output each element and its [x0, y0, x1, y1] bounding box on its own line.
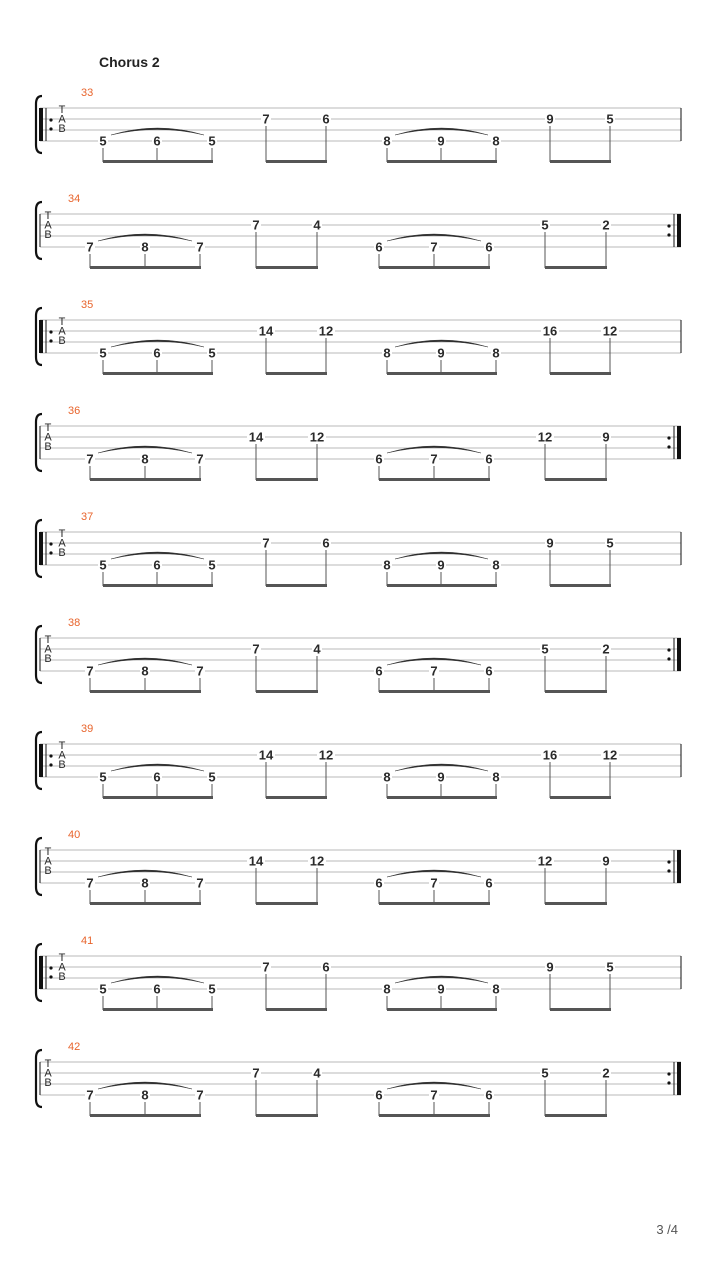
measure-number: 40	[68, 829, 81, 841]
repeat-dot	[49, 118, 52, 121]
tab-clef-a: A	[58, 325, 66, 338]
fret-number: 5	[99, 981, 107, 997]
fret-number: 4	[313, 217, 321, 233]
measure-number: 39	[81, 723, 94, 735]
repeat-dot	[667, 657, 670, 660]
fret-number: 12	[309, 429, 325, 445]
measure-number: 36	[68, 405, 81, 417]
note-group	[85, 870, 205, 905]
note-group	[374, 234, 494, 269]
fret-number: 9	[437, 133, 445, 149]
beam	[545, 266, 607, 269]
note-group	[85, 234, 205, 269]
beam	[266, 796, 327, 799]
repeat-dot	[49, 966, 52, 969]
fret-number: 6	[375, 875, 383, 891]
tab-clef-b: B	[44, 653, 52, 665]
tab-clef-b: B	[44, 1077, 52, 1089]
beam	[256, 478, 318, 481]
fret-number: 5	[541, 641, 549, 657]
fret-number: 7	[252, 641, 260, 657]
measure-number: 37	[81, 511, 94, 523]
tab-clef-a: A	[44, 855, 52, 868]
fret-number: 8	[492, 981, 500, 997]
tab-clef-b: B	[58, 971, 66, 983]
note-group	[382, 976, 501, 1011]
tab-clef-b: B	[58, 335, 66, 347]
fret-number: 6	[485, 663, 493, 679]
tab-clef-t: T	[44, 1058, 52, 1070]
beam	[550, 584, 611, 587]
tab-clef-a: A	[58, 749, 66, 762]
beam	[103, 796, 213, 799]
fret-number: 8	[141, 1087, 149, 1103]
fret-number: 7	[262, 535, 270, 551]
tab-clef-t: T	[44, 422, 52, 434]
repeat-dot	[667, 648, 670, 651]
fret-number: 14	[248, 429, 264, 445]
fret-number: 7	[86, 451, 94, 467]
repeat-dot	[49, 763, 52, 766]
fret-number: 8	[383, 981, 391, 997]
fret-number: 6	[485, 451, 493, 467]
tab-clef-t: T	[58, 104, 66, 116]
repeat-start-thick-bar	[39, 744, 43, 777]
beam	[545, 902, 607, 905]
fret-number: 12	[318, 747, 334, 763]
measure-number: 42	[68, 1041, 81, 1053]
repeat-end-thick-bar	[677, 214, 681, 247]
fret-number: 9	[437, 981, 445, 997]
tab-system-35	[36, 299, 681, 375]
fret-number: 12	[602, 323, 618, 339]
repeat-start-thick-bar	[39, 956, 43, 989]
repeat-dot	[49, 339, 52, 342]
fret-number: 7	[196, 239, 204, 255]
tab-clef-t: T	[58, 316, 66, 328]
beam	[90, 690, 201, 693]
fret-number: 7	[430, 663, 438, 679]
measure-number: 33	[81, 87, 94, 99]
repeat-dot	[667, 436, 670, 439]
beam	[379, 1114, 490, 1117]
beam	[256, 902, 318, 905]
tab-system-41	[36, 935, 681, 1011]
tab-system-40	[36, 829, 681, 905]
beam	[545, 478, 607, 481]
beam	[266, 160, 327, 163]
fret-number: 9	[437, 557, 445, 573]
fret-number: 12	[318, 323, 334, 339]
measure-number: 41	[81, 935, 94, 947]
fret-number: 6	[322, 535, 330, 551]
fret-number: 4	[313, 641, 321, 657]
system-bracket	[36, 626, 42, 683]
fret-number: 8	[492, 557, 500, 573]
note-group	[85, 658, 205, 693]
repeat-end-thick-bar	[677, 850, 681, 883]
repeat-dot	[49, 551, 52, 554]
beam	[90, 1114, 201, 1117]
system-bracket	[36, 414, 42, 471]
tab-clef-a: A	[58, 113, 66, 126]
fret-number: 5	[99, 769, 107, 785]
note-group	[374, 446, 494, 481]
tab-system-34	[36, 193, 681, 269]
repeat-start-thick-bar	[39, 532, 43, 565]
fret-number: 9	[602, 853, 610, 869]
fret-number: 5	[541, 1065, 549, 1081]
beam	[379, 902, 490, 905]
repeat-dot	[49, 330, 52, 333]
fret-number: 7	[252, 1065, 260, 1081]
beam	[103, 160, 213, 163]
fret-number: 5	[208, 557, 216, 573]
tab-clef-t: T	[58, 952, 66, 964]
beam	[550, 160, 611, 163]
fret-number: 4	[313, 1065, 321, 1081]
tab-system-38	[36, 617, 681, 693]
fret-number: 12	[309, 853, 325, 869]
note-group	[98, 128, 217, 163]
section-title: Chorus 2	[99, 54, 160, 70]
fret-number: 2	[602, 217, 610, 233]
repeat-dot	[49, 754, 52, 757]
fret-number: 5	[606, 959, 614, 975]
fret-number: 8	[383, 769, 391, 785]
fret-number: 7	[86, 875, 94, 891]
repeat-dot	[667, 233, 670, 236]
fret-number: 7	[262, 959, 270, 975]
system-bracket	[36, 838, 42, 895]
fret-number: 8	[383, 345, 391, 361]
fret-number: 2	[602, 1065, 610, 1081]
fret-number: 7	[196, 875, 204, 891]
note-group	[85, 446, 205, 481]
system-bracket	[36, 1050, 42, 1107]
fret-number: 5	[208, 769, 216, 785]
repeat-dot	[667, 1081, 670, 1084]
tab-system-39	[36, 723, 681, 799]
fret-number: 7	[86, 663, 94, 679]
fret-number: 7	[196, 1087, 204, 1103]
tab-clef-b: B	[44, 229, 52, 241]
beam	[545, 690, 607, 693]
beam	[387, 372, 497, 375]
fret-number: 9	[546, 535, 554, 551]
beam	[90, 478, 201, 481]
beam	[387, 160, 497, 163]
fret-number: 7	[252, 217, 260, 233]
note-group	[374, 658, 494, 693]
tab-clef-a: A	[58, 537, 66, 550]
fret-number: 5	[99, 133, 107, 149]
fret-number: 16	[542, 747, 558, 763]
fret-number: 9	[546, 111, 554, 127]
fret-number: 5	[606, 111, 614, 127]
fret-number: 6	[153, 557, 161, 573]
beam	[256, 690, 318, 693]
repeat-dot	[667, 860, 670, 863]
tab-clef-a: A	[44, 431, 52, 444]
repeat-end-thick-bar	[677, 638, 681, 671]
fret-number: 8	[141, 239, 149, 255]
fret-number: 7	[196, 663, 204, 679]
fret-number: 12	[537, 853, 553, 869]
beam	[90, 266, 201, 269]
fret-number: 6	[375, 663, 383, 679]
fret-number: 6	[153, 981, 161, 997]
tab-clef-a: A	[44, 1067, 52, 1080]
fret-number: 6	[375, 1087, 383, 1103]
repeat-end-thick-bar	[677, 1062, 681, 1095]
beam	[550, 1008, 611, 1011]
beam	[379, 690, 490, 693]
fret-number: 14	[258, 747, 274, 763]
fret-number: 9	[602, 429, 610, 445]
system-bracket	[36, 202, 42, 259]
repeat-start-thick-bar	[39, 320, 43, 353]
beam	[379, 266, 490, 269]
measure-number: 34	[68, 193, 81, 205]
beam	[103, 372, 213, 375]
note-group	[382, 552, 501, 587]
fret-number: 8	[141, 663, 149, 679]
tab-clef-t: T	[58, 528, 66, 540]
beam	[103, 584, 213, 587]
fret-number: 5	[208, 981, 216, 997]
fret-number: 6	[375, 451, 383, 467]
beam	[256, 266, 318, 269]
fret-number: 6	[322, 959, 330, 975]
fret-number: 5	[541, 217, 549, 233]
fret-number: 6	[375, 239, 383, 255]
fret-number: 7	[430, 875, 438, 891]
fret-number: 5	[606, 535, 614, 551]
tab-clef-b: B	[44, 441, 52, 453]
fret-number: 8	[492, 345, 500, 361]
fret-number: 6	[485, 1087, 493, 1103]
fret-number: 6	[153, 345, 161, 361]
repeat-dot	[49, 127, 52, 130]
tab-clef-a: A	[44, 219, 52, 232]
repeat-dot	[667, 445, 670, 448]
note-group	[382, 340, 501, 375]
fret-number: 12	[602, 747, 618, 763]
tab-clef-b: B	[58, 547, 66, 559]
note-group	[98, 552, 217, 587]
repeat-dot	[49, 975, 52, 978]
fret-number: 5	[99, 557, 107, 573]
beam	[550, 796, 611, 799]
repeat-end-thick-bar	[677, 426, 681, 459]
repeat-start-thick-bar	[39, 108, 43, 141]
fret-number: 7	[430, 1087, 438, 1103]
tab-system-36	[36, 405, 681, 481]
repeat-dot	[667, 869, 670, 872]
fret-number: 7	[430, 239, 438, 255]
fret-number: 8	[141, 451, 149, 467]
beam	[266, 584, 327, 587]
beam	[545, 1114, 607, 1117]
repeat-dot	[667, 224, 670, 227]
fret-number: 6	[485, 239, 493, 255]
tab-clef-t: T	[44, 210, 52, 222]
fret-number: 12	[537, 429, 553, 445]
tab-system-42	[36, 1041, 681, 1117]
beam	[266, 1008, 327, 1011]
fret-number: 2	[602, 641, 610, 657]
fret-number: 5	[208, 133, 216, 149]
fret-number: 7	[86, 239, 94, 255]
fret-number: 14	[258, 323, 274, 339]
measure-number: 35	[81, 299, 94, 311]
tab-clef-a: A	[44, 643, 52, 656]
note-group	[382, 764, 501, 799]
fret-number: 9	[437, 769, 445, 785]
fret-number: 6	[485, 875, 493, 891]
beam	[103, 1008, 213, 1011]
tab-clef-b: B	[44, 865, 52, 877]
fret-number: 6	[153, 769, 161, 785]
measure-number: 38	[68, 617, 81, 629]
fret-number: 8	[492, 133, 500, 149]
tab-clef-t: T	[44, 634, 52, 646]
repeat-dot	[667, 1072, 670, 1075]
beam	[387, 796, 497, 799]
note-group	[98, 764, 217, 799]
note-group	[98, 340, 217, 375]
note-group	[85, 1082, 205, 1117]
fret-number: 5	[208, 345, 216, 361]
repeat-dot	[49, 542, 52, 545]
fret-number: 7	[196, 451, 204, 467]
tab-system-37	[36, 511, 681, 587]
fret-number: 6	[322, 111, 330, 127]
fret-number: 7	[430, 451, 438, 467]
beam	[266, 372, 327, 375]
tab-clef-b: B	[58, 123, 66, 135]
tab-system-33	[36, 87, 681, 163]
note-group	[374, 870, 494, 905]
fret-number: 9	[546, 959, 554, 975]
beam	[387, 1008, 497, 1011]
note-group	[374, 1082, 494, 1117]
beam	[550, 372, 611, 375]
fret-number: 6	[153, 133, 161, 149]
page-number: 3 /4	[656, 1222, 678, 1237]
beam	[256, 1114, 318, 1117]
tab-clef-b: B	[58, 759, 66, 771]
fret-number: 8	[383, 557, 391, 573]
tab-clef-t: T	[44, 846, 52, 858]
beam	[379, 478, 490, 481]
note-group	[382, 128, 501, 163]
note-group	[98, 976, 217, 1011]
fret-number: 8	[141, 875, 149, 891]
fret-number: 5	[99, 345, 107, 361]
fret-number: 8	[383, 133, 391, 149]
fret-number: 8	[492, 769, 500, 785]
fret-number: 16	[542, 323, 558, 339]
fret-number: 7	[262, 111, 270, 127]
beam	[387, 584, 497, 587]
tab-clef-a: A	[58, 961, 66, 974]
beam	[90, 902, 201, 905]
fret-number: 14	[248, 853, 264, 869]
tab-clef-t: T	[58, 740, 66, 752]
fret-number: 7	[86, 1087, 94, 1103]
fret-number: 9	[437, 345, 445, 361]
